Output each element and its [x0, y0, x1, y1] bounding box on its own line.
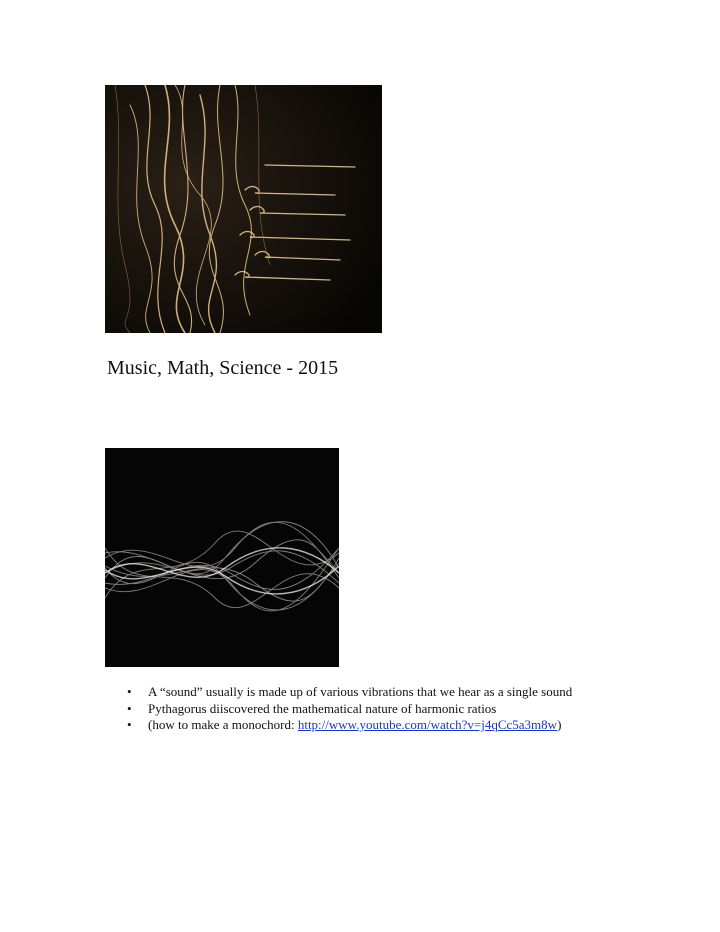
bullet-text-suffix: ) [557, 717, 562, 732]
list-item [148, 701, 618, 718]
page-title: Music, Math, Science - 2015 [107, 357, 339, 379]
monochord-video-link[interactable]: http://www.youtube.com/watch?v=j4qCc5a3m8w [297, 717, 558, 732]
sound-wave-image [105, 448, 339, 667]
light-trails-image [105, 85, 382, 333]
bullet-text: A “sound” usually is made up of various vibrations that we hear as a single sound [148, 684, 573, 699]
list-item [148, 684, 618, 701]
list-item [148, 717, 618, 734]
bullet-list [148, 684, 618, 734]
bullet-text-prefix: (how to make a monochord: [148, 717, 298, 732]
bullet-text: Pythagorus diiscovered the mathematical nature of harmonic ratios [148, 700, 497, 716]
